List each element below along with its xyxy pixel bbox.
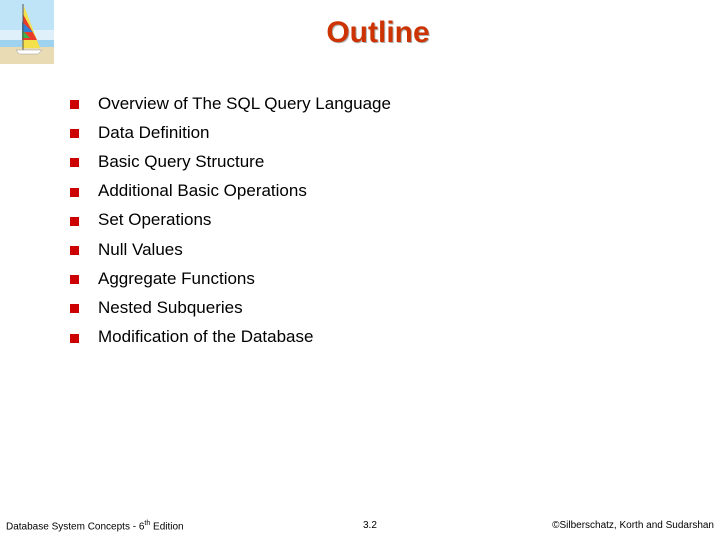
list-item-label: Additional Basic Operations (98, 181, 307, 201)
list-item (70, 147, 391, 176)
bullet-square-icon (70, 188, 79, 197)
footer-edition-suffix: th (144, 520, 151, 527)
bullet-square-icon (70, 100, 79, 109)
slide-footer (0, 520, 720, 536)
list-item (70, 118, 391, 147)
bullet-square-icon (70, 275, 79, 284)
bullet-square-icon (70, 304, 79, 313)
list-item-label: Data Definition (98, 122, 210, 142)
list-item-label: Set Operations (98, 210, 212, 230)
list-item (70, 206, 391, 235)
list-item (70, 89, 391, 118)
bullet-square-icon (70, 334, 79, 343)
list-item-label: Null Values (98, 239, 183, 259)
footer-book-title (6, 520, 184, 532)
bullet-square-icon (70, 129, 79, 138)
footer-copyright: ©Silberschatz, Korth and Sudarshan (552, 520, 714, 531)
list-item-label: Modification of the Database (98, 327, 314, 347)
list-item (70, 323, 391, 352)
list-item (70, 293, 391, 322)
bullet-square-icon (70, 246, 79, 255)
outline-list (70, 89, 391, 352)
list-item (70, 264, 391, 293)
list-item (70, 235, 391, 264)
footer-book-title-text: Database System Concepts - 6 (6, 521, 145, 533)
footer-edition-label: Edition (150, 521, 184, 533)
list-item-label: Nested Subqueries (98, 297, 243, 317)
list-item-label: Basic Query Structure (98, 151, 265, 171)
list-item-label: Overview of The SQL Query Language (98, 93, 391, 113)
slide-title: Outline (326, 16, 430, 49)
list-item-label: Aggregate Functions (98, 268, 255, 288)
list-item (70, 177, 391, 206)
bullet-square-icon (70, 217, 79, 226)
page-number: 3.2 (363, 520, 377, 531)
bullet-square-icon (70, 158, 79, 167)
